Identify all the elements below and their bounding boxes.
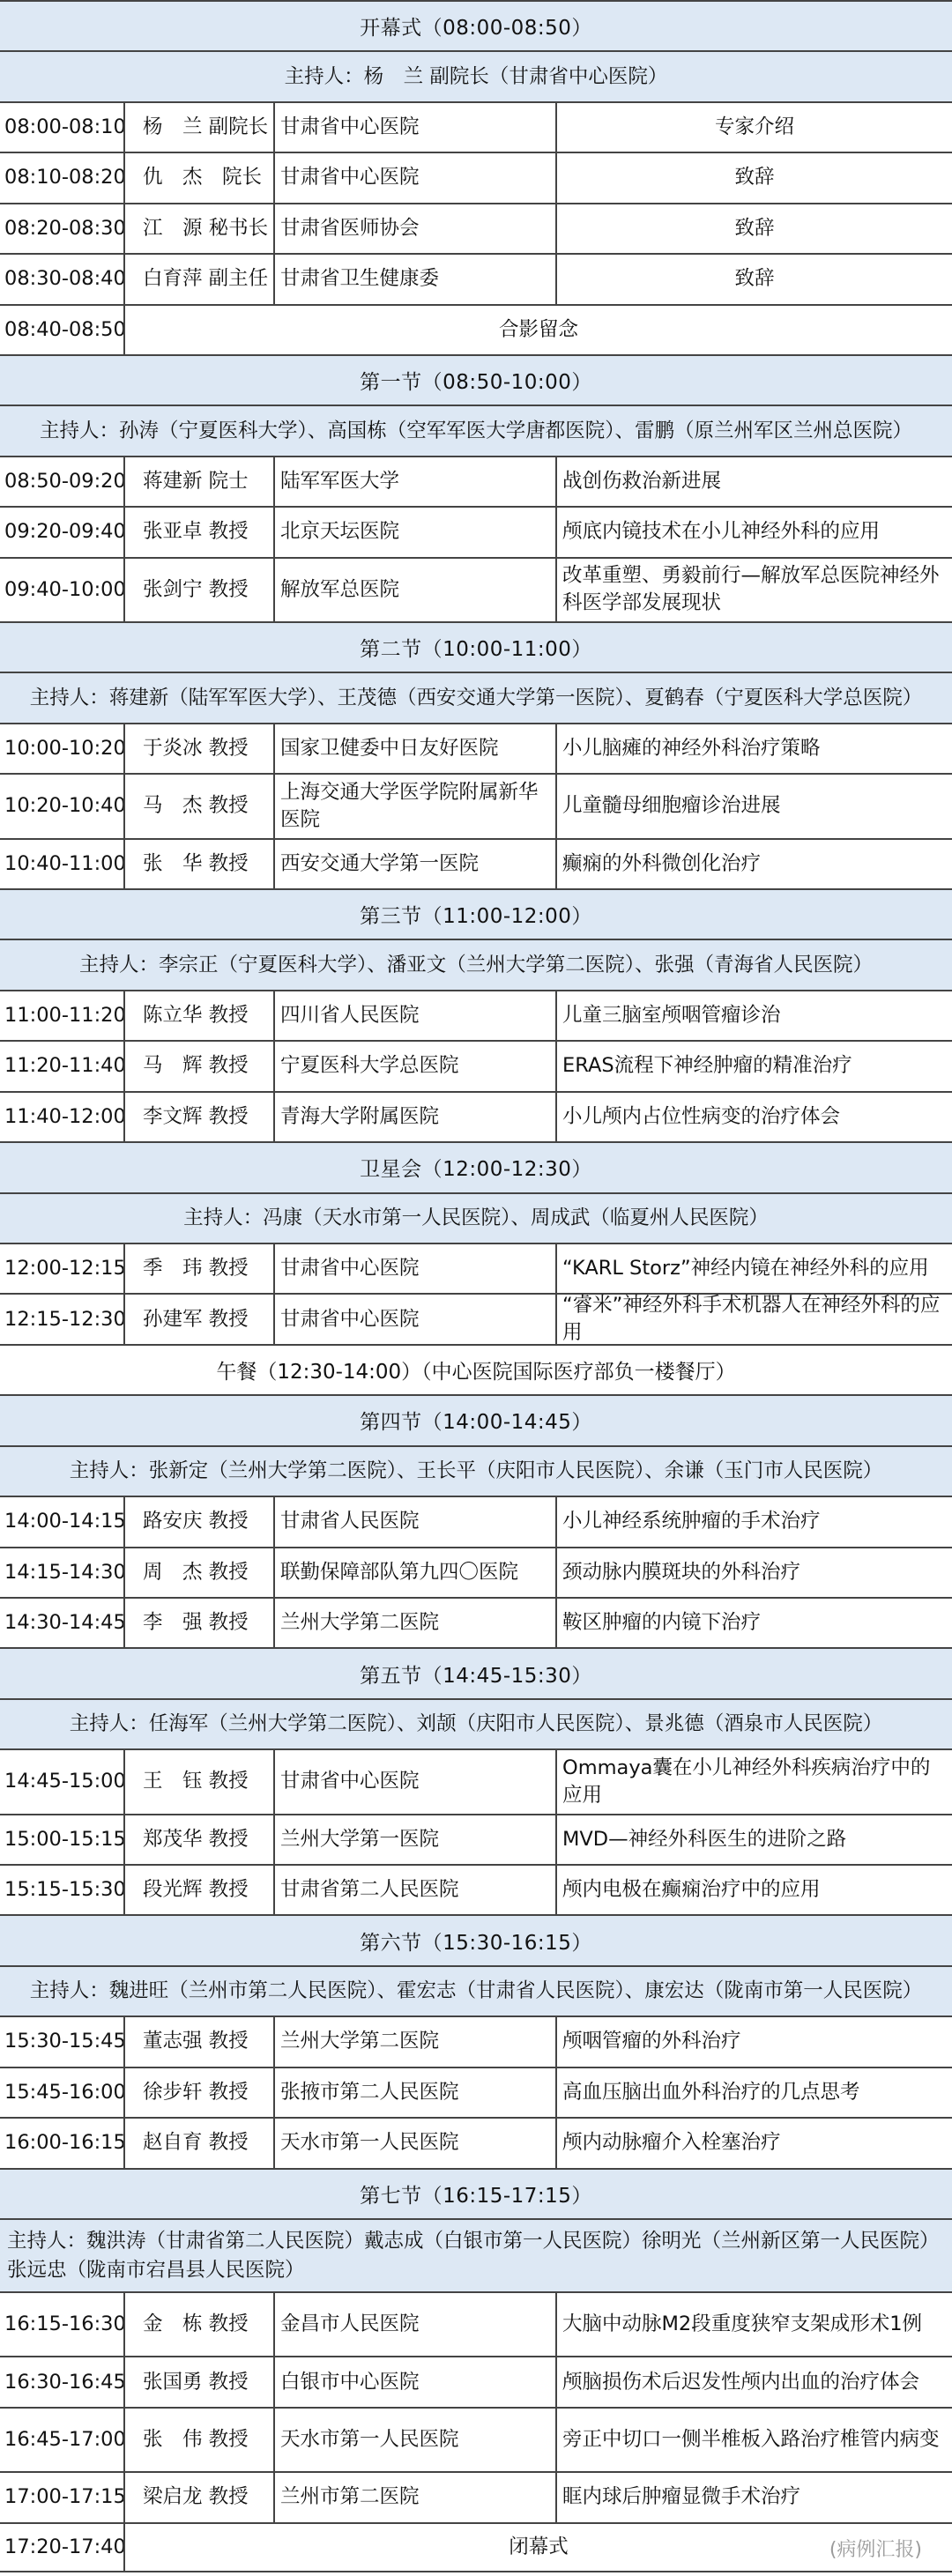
talk-row xyxy=(0,1748,952,1813)
time-cell: 16:15-16:30 xyxy=(4,2312,126,2336)
topic-cell: MVD—神经外科医生的进阶之路 xyxy=(555,1815,952,1864)
host-row: 主持人：杨 兰 副院长（甘肃省中心医院） xyxy=(0,50,952,100)
time-cell: 16:00-16:15 xyxy=(4,2131,126,2155)
topic-cell: 致辞 xyxy=(555,255,952,303)
org-cell: 联勤保障部队第九四〇医院 xyxy=(273,1548,555,1597)
speaker-cell: 马 杰 教授 xyxy=(123,775,273,837)
talk-row xyxy=(0,2471,952,2521)
speaker-cell: 张 华 教授 xyxy=(123,840,273,888)
time-cell: 11:00-11:20 xyxy=(4,1004,126,1028)
time-cell: 12:00-12:15 xyxy=(4,1257,126,1281)
speaker-cell: 白育萍 副主任 xyxy=(123,255,273,303)
org-cell: 甘肃省中心医院 xyxy=(273,1295,555,1343)
talk-row xyxy=(0,1091,952,1141)
speaker-cell: 李 强 教授 xyxy=(123,1599,273,1647)
time-cell: 12:15-12:30 xyxy=(4,1307,126,1331)
speaker-cell: 李文辉 教授 xyxy=(123,1093,273,1141)
speaker-cell: 张国勇 教授 xyxy=(123,2357,273,2406)
org-cell: 国家卫健委中日友好医院 xyxy=(273,724,555,773)
topic-cell: 高血压脑出血外科治疗的几点思考 xyxy=(555,2068,952,2117)
org-cell: 兰州市第二医院 xyxy=(273,2473,555,2521)
org-cell: 甘肃省中心医院 xyxy=(273,1244,555,1293)
topic-cell: 颅咽管瘤的外科治疗 xyxy=(555,2017,952,2066)
topic-cell: 大脑中动脉M2段重度狭窄支架成形术1例 xyxy=(555,2293,952,2356)
section-header: 卫星会（12:00-12:30） xyxy=(0,1141,952,1191)
speaker-cell: 郑茂华 教授 xyxy=(123,1815,273,1864)
topic-cell: 小儿脑瘫的神经外科治疗策略 xyxy=(555,724,952,773)
event-cell: 闭幕式 xyxy=(123,2524,952,2571)
topic-cell: 眶内球后肿瘤显微手术治疗 xyxy=(555,2473,952,2521)
org-cell: 甘肃省中心医院 xyxy=(273,153,555,202)
agenda-row xyxy=(0,304,952,354)
time-cell: 09:40-10:00 xyxy=(4,577,126,601)
topic-cell: 致辞 xyxy=(555,204,952,253)
topic-cell: 专家介绍 xyxy=(555,103,952,152)
talk-row xyxy=(0,456,952,506)
org-cell: 解放军总医院 xyxy=(273,559,555,621)
org-cell: 金昌市人民医院 xyxy=(273,2293,555,2356)
time-cell: 17:20-17:40 xyxy=(4,2535,126,2558)
topic-cell: 小儿神经系统肿瘤的手术治疗 xyxy=(555,1497,952,1546)
host-row: 主持人：蒋建新（陆军军医大学）、王茂德（西安交通大学第一医院）、夏鹤春（宁夏医科大学总医院） xyxy=(0,672,952,722)
topic-cell: 小儿颅内占位性病变的治疗体会 xyxy=(555,1093,952,1141)
talk-row xyxy=(0,253,952,303)
section-header: 第二节（10:00-11:00） xyxy=(0,621,952,672)
org-cell: 天水市第一人民医院 xyxy=(273,2119,555,2167)
topic-cell: 致辞 xyxy=(555,153,952,202)
topic-cell: 颅内动脉瘤介入栓塞治疗 xyxy=(555,2119,952,2167)
time-cell: 15:15-15:30 xyxy=(4,1878,126,1902)
time-cell: 15:00-15:15 xyxy=(4,1827,126,1851)
speaker-cell: 段光辉 教授 xyxy=(123,1866,273,1914)
talk-row xyxy=(0,838,952,888)
lunch-row: 午餐（12:30-14:00）（中心医院国际医疗部负一楼餐厅） xyxy=(0,1344,952,1394)
org-cell: 张掖市第二人民医院 xyxy=(273,2068,555,2117)
speaker-cell: 于炎冰 教授 xyxy=(123,724,273,773)
talk-row xyxy=(0,2016,952,2066)
section-header: 第七节（16:15-17:15） xyxy=(0,2168,952,2218)
topic-cell: 颅底内镜技术在小儿神经外科的应用 xyxy=(555,508,952,556)
speaker-cell: 张亚卓 教授 xyxy=(123,508,273,556)
section-header: 第六节（15:30-16:15） xyxy=(0,1914,952,1964)
time-cell: 14:15-14:30 xyxy=(4,1560,126,1584)
talk-row xyxy=(0,152,952,202)
time-cell: 10:20-10:40 xyxy=(4,794,126,818)
speaker-cell: 张 伟 教授 xyxy=(123,2409,273,2471)
topic-cell: 战创伤救治新进展 xyxy=(555,457,952,506)
topic-cell: 颈动脉内膜斑块的外科治疗 xyxy=(555,1548,952,1597)
topic-cell: 儿童髓母细胞瘤诊治进展 xyxy=(555,775,952,837)
topic-cell: 旁正中切口一侧半椎板入路治疗椎管内病变 xyxy=(555,2409,952,2471)
topic-cell: 癫痫的外科微创化治疗 xyxy=(555,840,952,888)
org-cell: 甘肃省第二人民医院 xyxy=(273,1866,555,1914)
talk-row xyxy=(0,1496,952,1546)
org-cell: 陆军军医大学 xyxy=(273,457,555,506)
org-cell: 宁夏医科大学总医院 xyxy=(273,1042,555,1090)
org-cell: 甘肃省人民医院 xyxy=(273,1497,555,1546)
host-row: 主持人：魏洪涛（甘肃省第二人民医院）戴志成（白银市第一人民医院）徐明光（兰州新区第一人民医院）张远忠（陇南市宕昌县人民医院） xyxy=(0,2218,952,2291)
talk-row xyxy=(0,101,952,152)
topic-cell: 改革重塑、勇毅前行—解放军总医院神经外科医学部发展现状 xyxy=(555,559,952,621)
org-cell: 北京天坛医院 xyxy=(273,508,555,556)
talk-row xyxy=(0,2291,952,2356)
talk-row xyxy=(0,1243,952,1293)
time-cell: 17:00-17:15 xyxy=(4,2485,126,2509)
time-cell: 16:30-16:45 xyxy=(4,2370,126,2394)
talk-row xyxy=(0,1597,952,1647)
speaker-cell: 赵自育 教授 xyxy=(123,2119,273,2167)
speaker-cell: 梁启龙 教授 xyxy=(123,2473,273,2521)
time-cell: 10:00-10:20 xyxy=(4,737,126,761)
topic-cell: Ommaya囊在小儿神经外科疾病治疗中的应用 xyxy=(555,1750,952,1813)
speaker-cell: 徐步轩 教授 xyxy=(123,2068,273,2117)
talk-row xyxy=(0,557,952,621)
time-cell: 08:10-08:20 xyxy=(4,166,126,189)
talk-row xyxy=(0,1864,952,1914)
org-cell: 兰州大学第二医院 xyxy=(273,1599,555,1647)
host-row: 主持人：孙涛（宁夏医科大学）、高国栋（空军军医大学唐都医院）、雷鹏（原兰州军区兰州总医院） xyxy=(0,405,952,455)
time-cell: 14:30-14:45 xyxy=(4,1611,126,1635)
agenda-row xyxy=(0,2522,952,2572)
speaker-cell: 路安庆 教授 xyxy=(123,1497,273,1546)
time-cell: 08:50-09:20 xyxy=(4,470,126,494)
org-cell: 甘肃省医师协会 xyxy=(273,204,555,253)
section-header: 第四节（14:00-14:45） xyxy=(0,1394,952,1444)
topic-cell: “睿米”神经外科手术机器人在神经外科的应用 xyxy=(555,1295,952,1343)
host-row: 主持人：李宗正（宁夏医科大学）、潘亚文（兰州大学第二医院）、张强（青海省人民医院） xyxy=(0,939,952,989)
host-row: 主持人：任海军（兰州大学第二医院）、刘颉（庆阳市人民医院）、景兆德（酒泉市人民医院） xyxy=(0,1698,952,1748)
host-row: 主持人：张新定（兰州大学第二医院）、王长平（庆阳市人民医院）、余谦（玉门市人民医院） xyxy=(0,1445,952,1496)
org-cell: 青海大学附属医院 xyxy=(273,1093,555,1141)
speaker-cell: 张剑宁 教授 xyxy=(123,559,273,621)
topic-cell: 儿童三脑室颅咽管瘤诊治 xyxy=(555,991,952,1040)
speaker-cell: 仇 杰 院长 xyxy=(123,153,273,202)
talk-row xyxy=(0,723,952,773)
speaker-cell: 王 钰 教授 xyxy=(123,1750,273,1813)
speaker-cell: 马 辉 教授 xyxy=(123,1042,273,1090)
time-cell: 08:30-08:40 xyxy=(4,267,126,291)
org-cell: 甘肃省中心医院 xyxy=(273,1750,555,1813)
watermark: (病例汇报) xyxy=(829,2539,922,2561)
time-cell: 16:45-17:00 xyxy=(4,2427,126,2451)
org-cell: 上海交通大学医学院附属新华医院 xyxy=(273,775,555,837)
talk-row xyxy=(0,203,952,253)
topic-cell: ERAS流程下神经肿瘤的精准治疗 xyxy=(555,1042,952,1090)
speaker-cell: 董志强 教授 xyxy=(123,2017,273,2066)
talk-row xyxy=(0,773,952,837)
time-cell: 14:45-15:00 xyxy=(4,1770,126,1793)
talk-row xyxy=(0,1814,952,1864)
org-cell: 甘肃省卫生健康委 xyxy=(273,255,555,303)
event-cell: 合影留念 xyxy=(123,306,952,354)
speaker-cell: 季 玮 教授 xyxy=(123,1244,273,1293)
time-cell: 08:00-08:10 xyxy=(4,115,126,139)
org-cell: 兰州大学第二医院 xyxy=(273,2017,555,2066)
topic-cell: 鞍区肿瘤的内镜下治疗 xyxy=(555,1599,952,1647)
time-cell: 15:45-16:00 xyxy=(4,2080,126,2104)
speaker-cell: 杨 兰 副院长 xyxy=(123,103,273,152)
speaker-cell: 金 栋 教授 xyxy=(123,2293,273,2356)
talk-row xyxy=(0,990,952,1040)
talk-row xyxy=(0,1547,952,1597)
topic-cell: 颅内电极在癫痫治疗中的应用 xyxy=(555,1866,952,1914)
section-header: 第一节（08:50-10:00） xyxy=(0,354,952,405)
org-cell: 四川省人民医院 xyxy=(273,991,555,1040)
talk-row xyxy=(0,506,952,556)
org-cell: 甘肃省中心医院 xyxy=(273,103,555,152)
org-cell: 兰州大学第一医院 xyxy=(273,1815,555,1864)
time-cell: 09:20-09:40 xyxy=(4,520,126,544)
speaker-cell: 周 杰 教授 xyxy=(123,1548,273,1597)
topic-cell: 颅脑损伤术后迟发性颅内出血的治疗体会 xyxy=(555,2357,952,2406)
time-cell: 10:40-11:00 xyxy=(4,851,126,875)
time-cell: 11:40-12:00 xyxy=(4,1104,126,1128)
talk-row xyxy=(0,2067,952,2117)
time-cell: 08:40-08:50 xyxy=(4,317,126,341)
talk-row xyxy=(0,1293,952,1343)
time-cell: 11:20-11:40 xyxy=(4,1054,126,1078)
host-row: 主持人：魏进旺（兰州市第二人民医院）、霍宏志（甘肃省人民医院）、康宏达（陇南市第一人民医院） xyxy=(0,1965,952,2016)
section-header: 开幕式（08:00-08:50） xyxy=(0,0,952,50)
section-header: 第五节（14:45-15:30） xyxy=(0,1647,952,1697)
talk-row xyxy=(0,2407,952,2471)
topic-cell: “KARL Storz”神经内镜在神经外科的应用 xyxy=(555,1244,952,1293)
speaker-cell: 蒋建新 院士 xyxy=(123,457,273,506)
time-cell: 08:20-08:30 xyxy=(4,216,126,240)
host-row: 主持人：冯康（天水市第一人民医院）、周成武（临夏州人民医院） xyxy=(0,1192,952,1243)
section-header: 第三节（11:00-12:00） xyxy=(0,888,952,939)
talk-row xyxy=(0,2356,952,2406)
org-cell: 西安交通大学第一医院 xyxy=(273,840,555,888)
talk-row xyxy=(0,2117,952,2167)
speaker-cell: 江 源 秘书长 xyxy=(123,204,273,253)
speaker-cell: 孙建军 教授 xyxy=(123,1295,273,1343)
org-cell: 白银市中心医院 xyxy=(273,2357,555,2406)
speaker-cell: 陈立华 教授 xyxy=(123,991,273,1040)
talk-row xyxy=(0,1040,952,1090)
time-cell: 15:30-15:45 xyxy=(4,2030,126,2053)
org-cell: 天水市第一人民医院 xyxy=(273,2409,555,2471)
time-cell: 14:00-14:15 xyxy=(4,1510,126,1533)
